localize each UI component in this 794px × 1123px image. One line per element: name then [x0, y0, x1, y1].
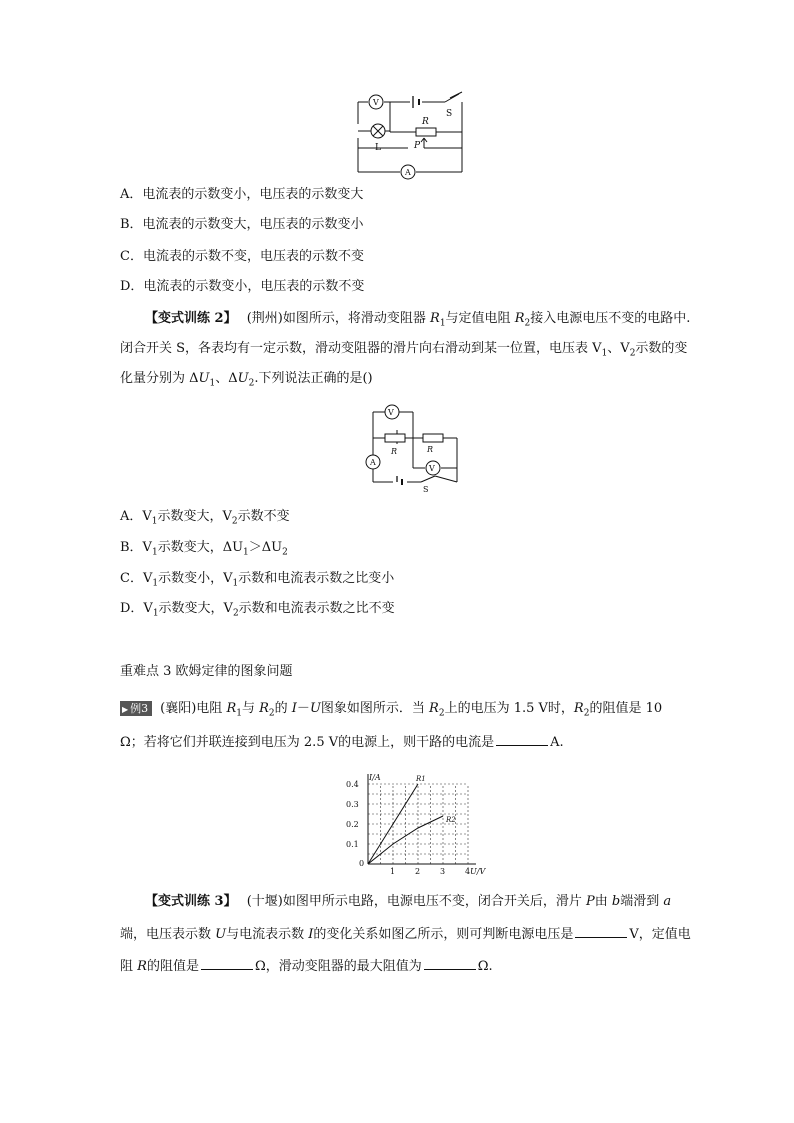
svg-text:A: A — [370, 458, 376, 467]
svg-text:A: A — [405, 168, 411, 177]
x-tick-label: 2 — [415, 867, 421, 876]
switch-label: S — [423, 485, 429, 494]
x-axis-label: U/V — [470, 867, 486, 876]
voltmeter-2-icon — [426, 461, 440, 475]
q2-text: .下列说法正确的是() — [254, 371, 373, 386]
answer-blank[interactable] — [496, 733, 548, 746]
series-label-r2: R2 — [446, 816, 456, 824]
q2-text: 与定值电阻 — [445, 311, 515, 326]
resistor-r2-icon — [423, 434, 443, 454]
circuit-diagram-1 — [350, 92, 470, 177]
svg-text:R: R — [391, 447, 398, 456]
lamp-icon — [358, 124, 390, 153]
voltmeter-icon — [369, 95, 383, 109]
q3-line-1: 【变式训练 3】 (十堰)如图甲所示电路，电源电压不变，闭合开关后，滑片 P由 b端滑到 a — [145, 894, 672, 909]
q2-line-2: 闭合开关 S，各表均有一定示数，滑动变阻器的滑片向右滑动到某一位置，电压表 $V_1$、$V_2$示数的变 — [120, 341, 688, 359]
circuit-diagram-2 — [355, 400, 465, 492]
y-tick-label: 0.3 — [346, 800, 359, 809]
ammeter-icon — [401, 165, 415, 179]
svg-text:P: P — [414, 141, 421, 151]
switch-label: S — [446, 109, 453, 119]
ammeter-icon — [366, 455, 380, 469]
q3-line-2: 端，电压表示数 U与电流表示数 I的变化关系如图乙所示，则可判断电源电压是 V，定值电 — [120, 927, 691, 942]
rheostat-r1-icon — [385, 434, 405, 456]
y-axis-label: I/A — [369, 773, 381, 782]
q2-option-d: D．$V_1$示数变大，$V_2$示数和电流表示数之比不变 — [120, 601, 395, 619]
y-tick-label: 0.1 — [346, 840, 359, 849]
play-icon: ▶ — [122, 705, 129, 714]
q1-option-a: A．电流表的示数变小，电压表的示数变大 — [120, 187, 364, 202]
svg-text:R: R — [422, 117, 429, 127]
x-tick-label: 4 — [465, 867, 471, 876]
series-label-r1: R1 — [416, 775, 426, 783]
q1-option-d: D．电流表的示数变小，电压表的示数不变 — [120, 279, 365, 294]
svg-text:L: L — [375, 143, 381, 153]
answer-blank[interactable] — [424, 957, 476, 970]
q1-option-c: C．电流表的示数不变，电压表的示数不变 — [120, 249, 364, 264]
q3-tag: 【变式训练 3】 — [145, 894, 237, 909]
q1-option-b: B．电流表的示数变大，电压表的示数变小 — [120, 217, 364, 232]
q2-option-a: A．$V_1$示数变大，$V_2$示数不变 — [120, 509, 290, 527]
x-tick-label: 0 — [359, 859, 365, 868]
y-tick-label: 0.2 — [346, 820, 359, 829]
voltmeter-1-icon — [385, 405, 399, 419]
q2-tag: 【变式训练 2】 — [145, 311, 237, 326]
svg-text:V: V — [388, 408, 394, 417]
q3-line-3: 阻 R的阻值是 Ω，滑动变阻器的最大阻值为 Ω. — [120, 959, 493, 974]
example3-line-2: Ω；若将它们并联连接到电压为 2.5 V的电源上，则干路的电流是 A. — [120, 735, 564, 750]
answer-blank[interactable] — [201, 957, 253, 970]
q2-line-1: 【变式训练 2】 (荆州)如图所示，将滑动变阻器 $R_1$与定值电阻 $R_2$接入电源电压不变的电路中. — [145, 311, 691, 329]
svg-text:R: R — [427, 445, 434, 454]
q2-line-3: 化量分别为 $\Delta U_1$、$\Delta U_2$.下列说法正确的是() — [120, 371, 373, 389]
example-tag: ▶ 例3 — [120, 701, 152, 716]
q2-text: 接入电源电压不变的电路中. — [530, 311, 691, 326]
iu-chart — [335, 768, 486, 878]
x-tick-label: 3 — [440, 867, 446, 876]
q2-option-c: C．$V_1$示数变小，$V_1$示数和电流表示数之比变小 — [120, 571, 395, 589]
svg-text:V: V — [429, 464, 435, 473]
q2-text: 、V — [607, 341, 630, 356]
section-title: 重难点 3 欧姆定律的图象问题 — [120, 664, 293, 679]
q2-text: 如图所示，将滑动变阻器 — [282, 311, 431, 326]
q2-text: 闭合开关 S，各表均有一定示数，滑动变阻器的滑片向右滑动到某一位置，电压表 V — [120, 341, 602, 356]
q2-text: 化量分别为 Δ — [120, 371, 199, 386]
q2-text: 示数的变 — [635, 341, 688, 356]
svg-text:V: V — [373, 98, 379, 107]
q2-text: 、Δ — [215, 371, 238, 386]
answer-blank[interactable] — [575, 925, 627, 938]
example3-line-1: ▶ 例3 (襄阳)电阻 $R_1$与 $R_2$的 I－U图象如图所示．当 $R_2$上的电压为 1.5 V时，$R_2$的阻值是 10 — [122, 701, 663, 719]
q2-source: (荆州) — [246, 311, 283, 326]
x-tick-label: 1 — [390, 867, 396, 876]
y-tick-label: 0.4 — [346, 780, 359, 789]
q2-option-b: B．$V_1$示数变大，$\Delta U_1>\Delta U_2$ — [120, 540, 288, 558]
